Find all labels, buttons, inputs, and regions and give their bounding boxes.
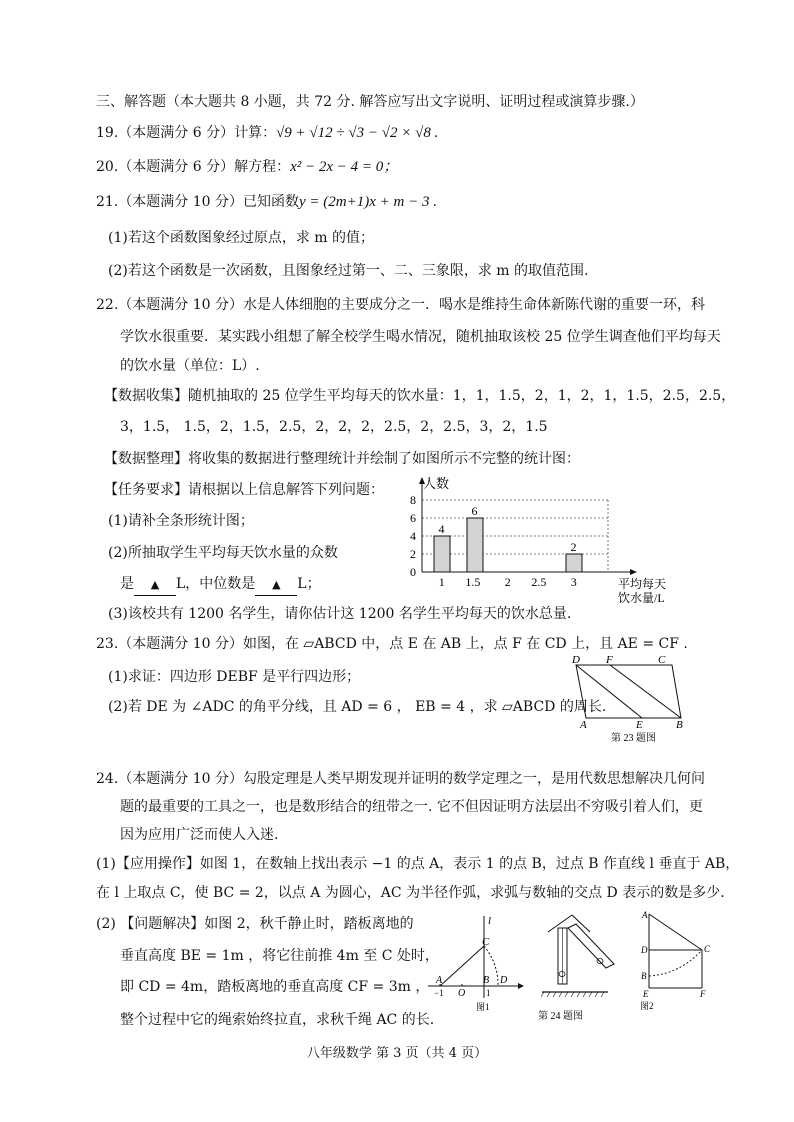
q19-points: （本题满分 6 分）计算： bbox=[118, 125, 277, 141]
q22-p2-mid: L，中位数是 bbox=[176, 576, 256, 592]
q21-part-1: (1)若这个函数图象经过原点，求 m 的值； bbox=[108, 230, 375, 246]
y-tick-label: 2 bbox=[410, 547, 416, 561]
label-c: C bbox=[658, 654, 666, 666]
label-b: B bbox=[483, 975, 490, 986]
ground-hatch bbox=[541, 992, 604, 997]
q23-part-2: (2)若 DE 为 ∠ADC 的角平分线，且 AD = 6 ， EB = 4 ，求 ▱ABCD 的周长. bbox=[108, 699, 607, 715]
label-c: C bbox=[704, 944, 711, 954]
bar-data-label: 6 bbox=[471, 504, 478, 518]
water-intake-bar-chart bbox=[396, 474, 712, 604]
section-header: 三、解答题（本大题共 8 小题，共 72 分. 解答应写出文字说明、证明过程或演算步骤.） bbox=[96, 94, 644, 110]
q24-line-2: 题的最重要的工具之一，也是数形结合的纽带之一. 它不但因证明方法层出不穷吸引着人们，更 bbox=[120, 799, 703, 815]
bar-data-label: 2 bbox=[570, 540, 577, 554]
y-tick-label: 4 bbox=[410, 529, 416, 543]
q24-part-2d: 整个过程中它的绳索始终拉直，求秋千绳 AC 的长. bbox=[120, 1012, 435, 1028]
bar bbox=[467, 518, 483, 572]
axis-arrow-icon bbox=[518, 983, 524, 989]
label-c: C bbox=[482, 936, 490, 948]
label-d: D bbox=[572, 654, 580, 666]
x-tick-label: 3 bbox=[570, 575, 577, 589]
label-e: E bbox=[636, 719, 643, 731]
figure-24-1-number-line bbox=[424, 912, 526, 1014]
segment-de bbox=[576, 665, 642, 718]
q22-data-organize: 【数据整理】将收集的数据进行整理统计并绘制了如图所示不完整的统计图： bbox=[104, 451, 580, 467]
segment-ac bbox=[649, 914, 702, 950]
x-tick-label: 1 bbox=[438, 575, 445, 589]
label-d: D bbox=[500, 975, 508, 986]
question-21 bbox=[96, 192, 437, 212]
label-f: F bbox=[700, 989, 706, 999]
q22-data-collect-1: 【数据收集】随机抽取的 25 位学生平均每天的饮水量：1，1，1.5，2，1，2，1，1.5，2.5，2.5， bbox=[104, 388, 736, 404]
label-a: A bbox=[436, 975, 443, 986]
label-minus-one: −1 bbox=[434, 988, 444, 998]
label-f: F bbox=[606, 654, 613, 666]
swing-rope-pushed bbox=[568, 924, 614, 968]
question-20 bbox=[96, 157, 398, 177]
q22-part-3: (3)该校共有 1200 名学生，请你估计这 1200 名学生平均每天的饮水总量. bbox=[108, 606, 572, 622]
label-b: B bbox=[641, 971, 647, 981]
q21-number: 21. bbox=[96, 194, 119, 210]
q24-line-1: 24.（本题满分 10 分）勾股定理是人类早期发现并证明的数学定理之一，是用代数思想解决几何问 bbox=[96, 771, 705, 787]
q20-expression: x² − 2x − 4 = 0； bbox=[290, 159, 399, 175]
q21-expression: y = (2m+1)x + m − 3 . bbox=[298, 194, 437, 210]
page-footer: 八年级数学 第 3 页（共 4 页） bbox=[306, 1046, 488, 1061]
q22-line-2: 学饮水很重要．某实践小组想了解全校学生喝水情况，随机抽取该校 25 位学生调查他们平均每天 bbox=[120, 329, 721, 345]
q24-line-3: 因为应用广泛而使人入迷. bbox=[120, 827, 279, 843]
median-answer-blank[interactable]: ▲ bbox=[255, 575, 297, 596]
q22-line-3: 的饮水量（单位：L）. bbox=[120, 358, 260, 374]
bar-data-label: 4 bbox=[438, 522, 445, 536]
label-l: l bbox=[488, 915, 492, 927]
q21-points: （本题满分 10 分）已知函数 bbox=[118, 194, 299, 210]
label-a: A bbox=[580, 719, 587, 731]
segment-fb bbox=[610, 665, 681, 718]
q22-line-1: 22.（本题满分 10 分）水是人体细胞的主要成分之一．喝水是维持生命体新陈代谢的重要一环，科 bbox=[96, 297, 705, 313]
label-a: A bbox=[642, 910, 648, 920]
label-o: O bbox=[458, 988, 466, 999]
x-axis-label-line-1: 平均每天 bbox=[618, 577, 667, 591]
label-d: D bbox=[641, 945, 648, 955]
segment-ac bbox=[440, 946, 484, 986]
figure-23-parallelogram bbox=[566, 652, 696, 744]
figure-24-2-swing-diagram bbox=[640, 908, 716, 1014]
figure-24-caption: 第 24 题图 bbox=[538, 1011, 583, 1022]
x-axis-label-line-2: 饮水量/L bbox=[618, 591, 665, 604]
question-19 bbox=[96, 123, 438, 143]
y-tick-label: 0 bbox=[410, 565, 416, 579]
parallelogram-abcd bbox=[576, 665, 681, 718]
q23-line-1: 23.（本题满分 10 分）如图，在 ▱ABCD 中，点 E 在 AB 上，点 F 在 CD 上，且 AE = CF . bbox=[96, 636, 688, 652]
q22-data-collect-2: 3，1.5， 1.5，2，1.5，2.5，2，2，2，2.5，2，2.5，3，2，1.5 bbox=[120, 419, 548, 435]
figure-1-caption: 图1 bbox=[476, 1002, 490, 1012]
y-tick-label: 6 bbox=[410, 511, 416, 525]
x-tick-label: 2.5 bbox=[531, 575, 547, 589]
q19-expression: √9 + √12 ÷ √3 − √2 × √8 . bbox=[276, 125, 439, 141]
q22-p2-prefix: 是 bbox=[120, 576, 134, 592]
figure-23-caption: 第 23 题图 bbox=[611, 733, 656, 744]
q24-part-1a: (1)【应用操作】如图 1，在数轴上找出表示 −1 的点 A，表示 1 的点 B，过点 B 作直线 l 垂直于 AB， bbox=[96, 856, 740, 872]
q20-points: （本题满分 6 分）解方程： bbox=[118, 159, 291, 175]
y-axis-label: 人数 bbox=[423, 476, 450, 491]
x-tick-label: 1.5 bbox=[465, 575, 481, 589]
q24-part-2a: (2) 【问题解决】如图 2，秋千静止时，踏板离地的 bbox=[96, 916, 414, 932]
q22-part-2b bbox=[120, 574, 321, 596]
q22-p2-end: L； bbox=[297, 576, 321, 592]
figure-24-swing-picture bbox=[538, 912, 624, 1024]
q22-part-1: (1)请补全条形统计图； bbox=[108, 513, 254, 529]
q20-number: 20. bbox=[96, 159, 119, 175]
q24-part-2c: 即 CD = 4m，踏板离地的垂直高度 CF = 3m ， bbox=[120, 979, 430, 995]
q24-part-1b: 在 l 上取点 C，使 BC = 2，以点 A 为圆心，AC 为半径作弧，求弧与数轴的交点 D 表示的数是多少. bbox=[96, 885, 725, 901]
label-b: B bbox=[676, 719, 683, 731]
bar bbox=[566, 554, 582, 572]
q21-part-2: (2)若这个函数是一次函数，且图象经过第一、二、三象限，求 m 的取值范围. bbox=[108, 263, 589, 279]
figure-2-caption: 图2 bbox=[640, 1001, 654, 1011]
q19-number: 19. bbox=[96, 125, 119, 141]
x-axis-arrow-icon bbox=[630, 569, 637, 575]
q23-part-1: (1)求证：四边形 DEBF 是平行四边形； bbox=[108, 669, 361, 685]
label-one: 1 bbox=[486, 988, 491, 998]
label-e: E bbox=[643, 989, 649, 999]
y-tick-label: 8 bbox=[410, 493, 416, 507]
arc-bc bbox=[649, 950, 702, 976]
q24-part-2b: 垂直高度 BE = 1m ，将它往前推 4m 至 C 处时， bbox=[120, 948, 439, 964]
q22-task: 【任务要求】请根据以上信息解答下列问题： bbox=[104, 482, 384, 498]
q22-part-2a: (2)所抽取学生平均每天饮水量的众数 bbox=[108, 545, 338, 561]
x-tick-label: 2 bbox=[504, 575, 511, 589]
mode-answer-blank[interactable]: ▲ bbox=[134, 575, 176, 596]
bar bbox=[434, 536, 450, 572]
